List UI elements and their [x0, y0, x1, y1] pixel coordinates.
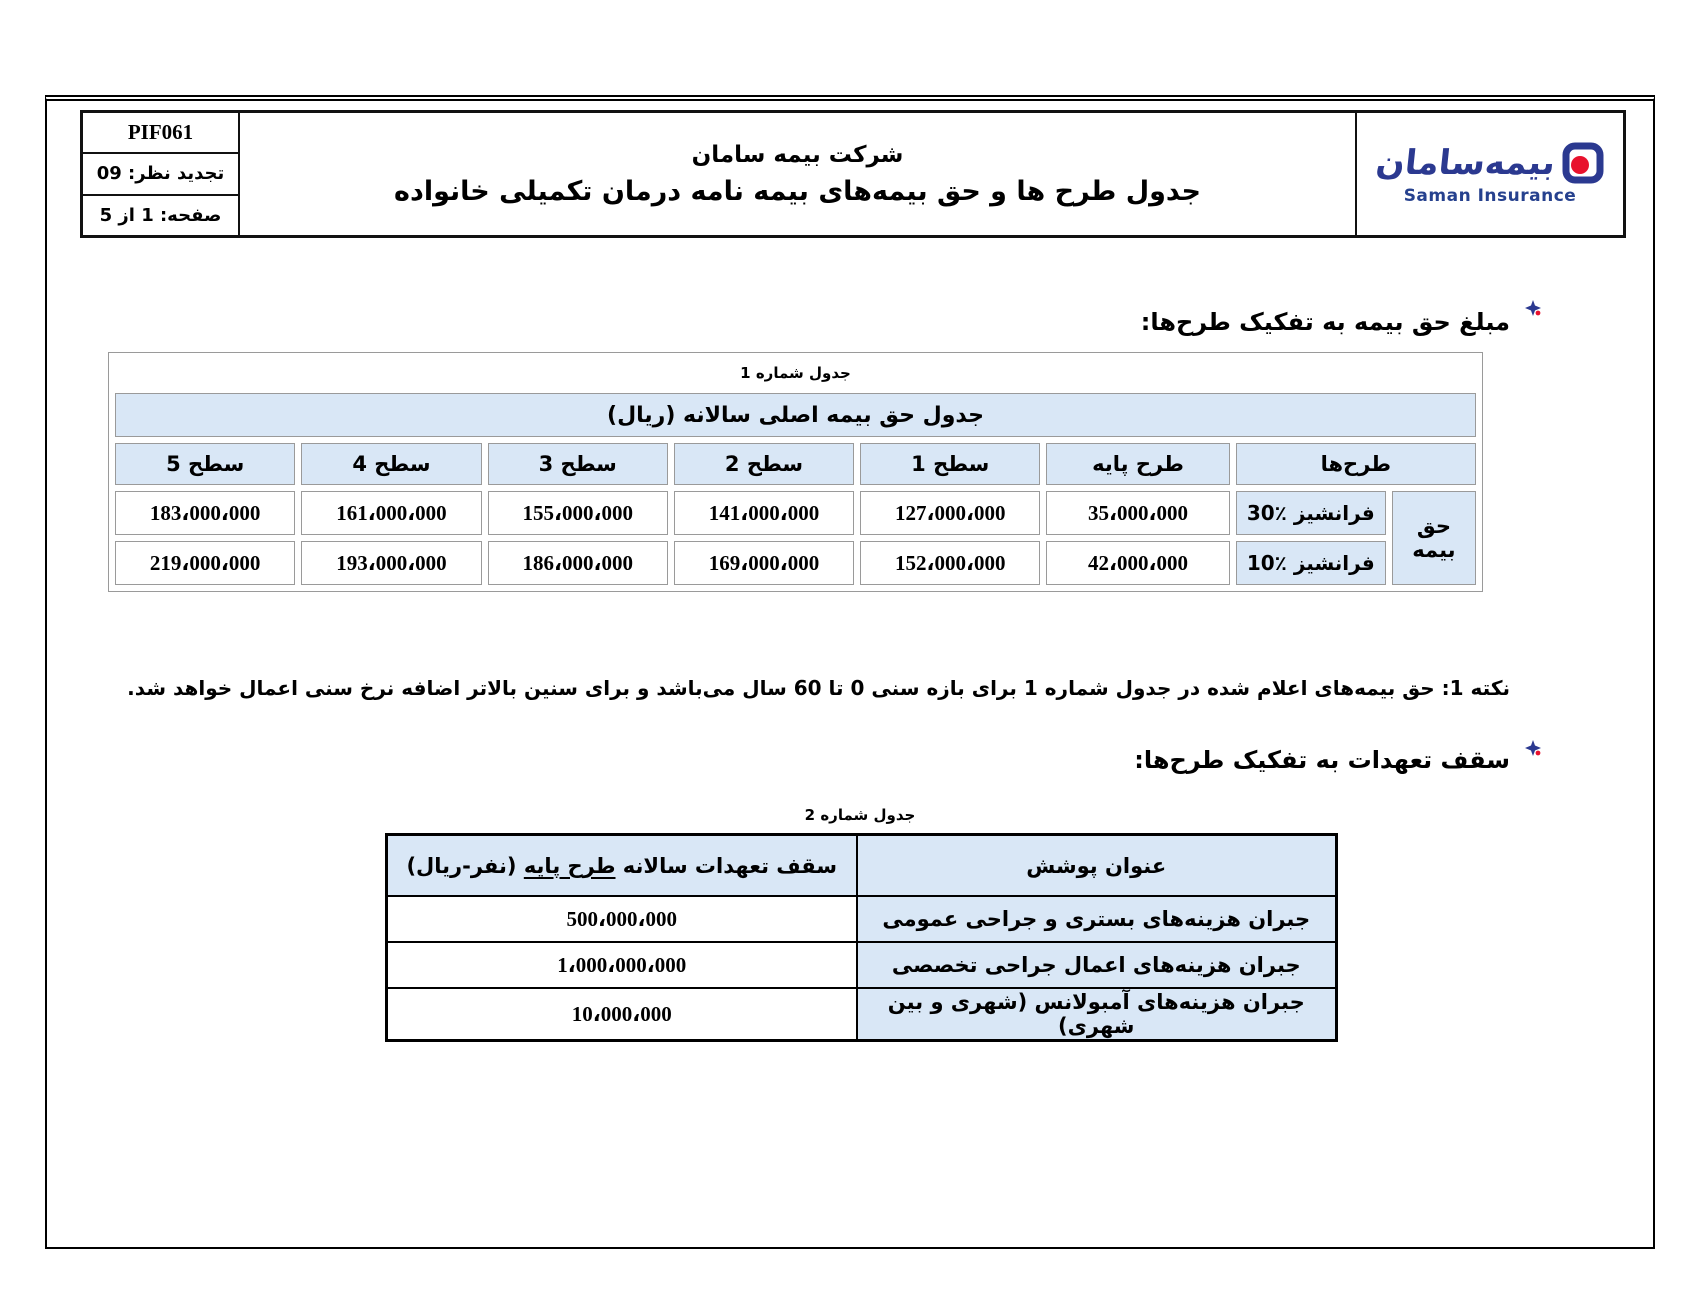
section-heading-premiums: مبلغ حق بیمه به تفکیک طرح‌ها: — [1140, 308, 1510, 336]
table-row — [387, 896, 1337, 942]
doc-code: PIF061 — [83, 113, 238, 154]
coverage-title-cell: جبران هزینه‌های آمبولانس (شهری و بین شهری) — [857, 988, 1337, 1041]
header-info-cell — [83, 113, 240, 235]
coverage-title-cell: جبران هزینه‌های اعمال جراحی تخصصی — [857, 942, 1337, 988]
column-header-level-4: سطح 4 — [301, 443, 481, 485]
premium-cell: 183،000،000 — [115, 491, 295, 535]
table2-header-row — [387, 835, 1337, 897]
section-bullet-icon — [1525, 740, 1542, 757]
column-header-level-1: سطح 1 — [860, 443, 1040, 485]
row-label-franchise-10: فرانشیز ٪10 — [1236, 541, 1386, 585]
column-header-base-plan: طرح پایه — [1046, 443, 1229, 485]
coverage-amount-cell: 10،000،000 — [387, 988, 857, 1041]
column-header-coverage-title: عنوان پوشش — [857, 835, 1337, 897]
document-header — [80, 110, 1626, 238]
note-line — [127, 676, 1510, 700]
document-title: جدول طرح ها و حق بیمه‌های بیمه نامه درمان تکمیلی خانواده — [394, 175, 1201, 207]
saman-logo-icon — [1562, 142, 1604, 184]
column-header-annual-cap — [387, 835, 857, 897]
column-header-level-3: سطح 3 — [488, 443, 668, 485]
column-header-plans: طرح‌ها — [1236, 443, 1476, 485]
logo-row — [1376, 142, 1603, 184]
premium-cell: 161،000،000 — [301, 491, 481, 535]
table1-caption-row — [115, 359, 1476, 387]
coverage-amount-cell: 1،000،000،000 — [387, 942, 857, 988]
coverage-amount-cell: 500،000،000 — [387, 896, 857, 942]
premium-cell: 169،000،000 — [674, 541, 854, 585]
note-text: حق بیمه‌های اعلام شده در جدول شماره 1 برای بازه سنی 0 تا 60 سال می‌باشد و برای سنین بالاتر اضافه نرخ سنی اعمال خواهد شد. — [127, 676, 1442, 700]
premium-cell: 152،000،000 — [860, 541, 1040, 585]
section-bullet-icon — [1525, 300, 1542, 317]
page-border — [45, 95, 1655, 1249]
table-row — [387, 942, 1337, 988]
premium-cell: 141،000،000 — [674, 491, 854, 535]
revision-number: تجدید نظر: 09 — [83, 154, 238, 195]
logo-cell — [1355, 113, 1623, 235]
table2-caption: جدول شماره 2 — [804, 806, 916, 824]
premium-cell: 155،000،000 — [488, 491, 668, 535]
premium-table — [108, 352, 1483, 592]
column-header-level-2: سطح 2 — [674, 443, 854, 485]
premium-cell: 193،000،000 — [301, 541, 481, 585]
page-number: صفحه: 1 از 5 — [99, 204, 222, 226]
table-row — [115, 541, 1476, 585]
table1-header-row — [115, 443, 1476, 485]
table1-caption: جدول شماره 1 — [115, 359, 1476, 387]
section-heading-coverage-caps: سقف تعهدات به تفکیک طرح‌ها: — [1134, 746, 1510, 774]
logo-text-fa: بیمه‌سامان — [1374, 143, 1558, 183]
premium-cell: 219،000،000 — [115, 541, 295, 585]
cap-header-underlined: طرح پایه — [523, 853, 616, 878]
column-header-level-5: سطح 5 — [115, 443, 295, 485]
premium-cell: 42،000،000 — [1046, 541, 1229, 585]
premium-cell: 127،000،000 — [860, 491, 1040, 535]
row-label-franchise-30: فرانشیز ٪30 — [1236, 491, 1386, 535]
row-group-premium: حق بیمه — [1392, 491, 1476, 585]
table-row — [115, 491, 1476, 535]
table1-title: جدول حق بیمه اصلی سالانه (ریال) — [115, 393, 1476, 437]
premium-cell: 35،000،000 — [1046, 491, 1229, 535]
note-label: نکته 1: — [1441, 676, 1510, 700]
table1-title-row — [115, 393, 1476, 437]
logo-text-en: Saman Insurance — [1403, 186, 1577, 206]
cap-header-prefix: سقف تعهدات سالانه — [615, 853, 838, 878]
premium-cell: 186،000،000 — [488, 541, 668, 585]
company-name: شرکت بیمه سامان — [691, 141, 904, 168]
cap-header-suffix: (نفر-ریال) — [406, 853, 524, 878]
table-row — [387, 988, 1337, 1041]
header-title-cell — [240, 113, 1355, 235]
coverage-cap-table — [385, 833, 1338, 1042]
coverage-title-cell: جبران هزینه‌های بستری و جراحی عمومی — [857, 896, 1337, 942]
